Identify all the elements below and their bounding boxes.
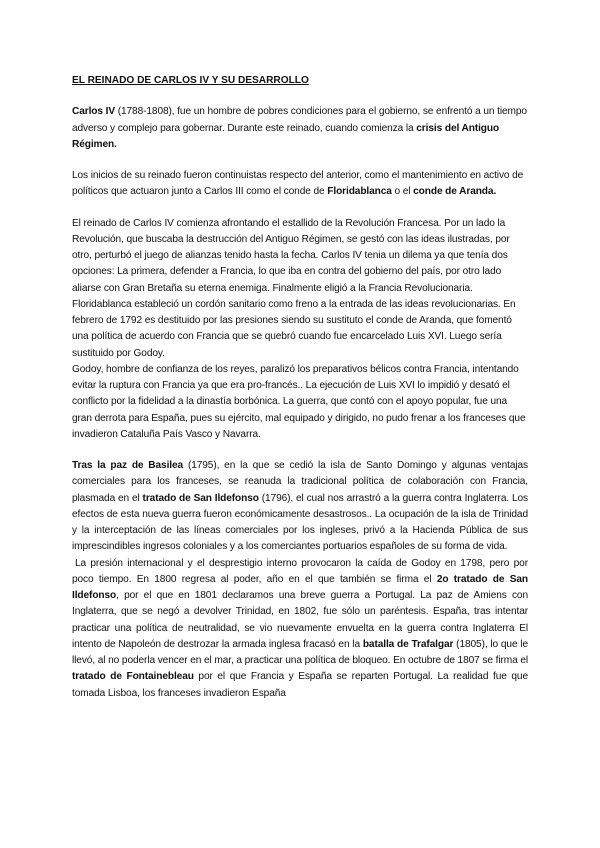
paragraph-text: o el bbox=[391, 186, 414, 198]
paragraph-text: (1796), el cual nos arrastró a la guerra contra Inglaterra. Los efectos de esta nueva guerra fueron económicamente desastrosos.. La ocupación de la isla de Trinidad y la interceptación de las líneas comerciales por los ingleses, privó a la Hacienda Pública de sus imprescindibles ingresos coloniales y a los comerciantes portuarios españoles de su forma de vida. bbox=[72, 492, 528, 553]
bold-term: conde de Aranda. bbox=[413, 186, 497, 198]
document-page bbox=[72, 73, 528, 702]
paragraph-revolucion-francesa bbox=[72, 216, 528, 362]
bold-term: tratado de Fontainebleau bbox=[72, 671, 194, 683]
bold-term: 2o tratado de San Ildefonso bbox=[72, 573, 528, 601]
paragraph-text: por el que Francia y España se reparten Portugal. La realidad fue que tomada Lisboa, los franceses invadieron España bbox=[72, 671, 528, 699]
paragraph-presion-internacional bbox=[72, 556, 528, 702]
bold-term: Floridablanca bbox=[327, 186, 392, 198]
paragraph-text: , por el que en 1801 declaramos una breve guerra a Portugal. La paz de Amiens con Inglaterra, que se negó a devolver Trinidad, en 1802, fue sólo un paréntesis. España, tras intentar practicar una política de neutralidad, se vio nuevamente envuelta en la guerra contra Inglaterra El intento de Napoleón de destrozar la armada inglesa fracasó en la bbox=[72, 590, 528, 650]
paragraph-text: (1788-1808), fue un hombre de pobres condiciones para el gobierno, se enfrentó a un tiempo adverso y complejo para gobernar. Durante este reinado, cuando comienza la bbox=[72, 106, 527, 134]
paragraph-text: Los inicios de su reinado fueron continuistas respecto del anterior, como el mantenimiento en activo de políticos que actuaron junto a Carlos III como el conde de bbox=[72, 170, 524, 198]
bold-term: crisis del Antiguo Régimen. bbox=[72, 122, 500, 150]
document-title: EL REINADO DE CARLOS IV Y SU DESARROLLO bbox=[72, 75, 309, 86]
paragraph-carlos-iv bbox=[72, 104, 528, 153]
bold-term: batalla de Trafalgar bbox=[362, 638, 454, 650]
paragraph-inicios-reinado bbox=[72, 168, 528, 201]
paragraph-paz-basilea bbox=[72, 458, 528, 556]
paragraph-text: Godoy, hombre de confianza de los reyes, paralizó los preparativos bélicos contra Francia, intentando evitar la ruptura con Francia ya que era pro-francés.. La ejecución de Luis XVI lo impidió y desató el conflicto por la fidelidad a la dinastía borbónica. La guerra, que contó con el apoyo popular, fue una gran derrota para España, pues su ejército, mal equipado y dirigido, no pudo frenar a los franceses que invadieron Cataluña País Vasco y Navarra. bbox=[72, 363, 526, 440]
paragraph-godoy bbox=[72, 362, 528, 443]
bold-term: Tras la paz de Basilea bbox=[72, 460, 184, 471]
bold-term: tratado de San Ildefonso bbox=[142, 492, 259, 504]
paragraph-text: El reinado de Carlos IV comienza afrontando el estallido de la Revolución Francesa. Por un lado la Revolución, que buscaba la destrucción del Antiguo Régimen, se gestó con las ideas ilustradas, por otro, perturbó el juego de alianzas tenido hasta la fecha. Carlos IV tenia un dilema ya que tenía dos opciones: La primera, defender a Francia, lo que iba en contra del gobierno del país, por otro lado aliarse con Gran Bretaña su eterna enemiga. Finalmente eligió a la Francia Revolucionaria. Floridablanca estableció un cordón sanitario como freno a la entrada de las ideas revolucionarias. En febrero de 1792 es destituido por las presiones siendo su sustituto el conde de Aranda, que fomentó una política de acuerdo con Francia que se quebró cuando fue encarcelado Luis XVI. Luego sería sustituido por Godoy. bbox=[72, 217, 516, 359]
paragraph-text: La presión internacional y el desprestigio interno provocaron la caída de Godoy en 1798, pero por poco tiempo. En 1800 regresa al poder, año en el que también se firma el bbox=[72, 557, 528, 585]
paragraph-text: (1805), lo que le llevó, al no poderla vencer en el mar, a practicar una política de bloqueo. En octubre de 1807 se firma el bbox=[72, 638, 528, 666]
paragraph-text: (1795), en la que se cedió la isla de Santo Domingo y algunas ventajas comerciales para los franceses, se reanuda la tradicional política de colaboración con Francia, plasmada en el bbox=[72, 460, 528, 504]
bold-term: Carlos IV bbox=[72, 106, 115, 118]
